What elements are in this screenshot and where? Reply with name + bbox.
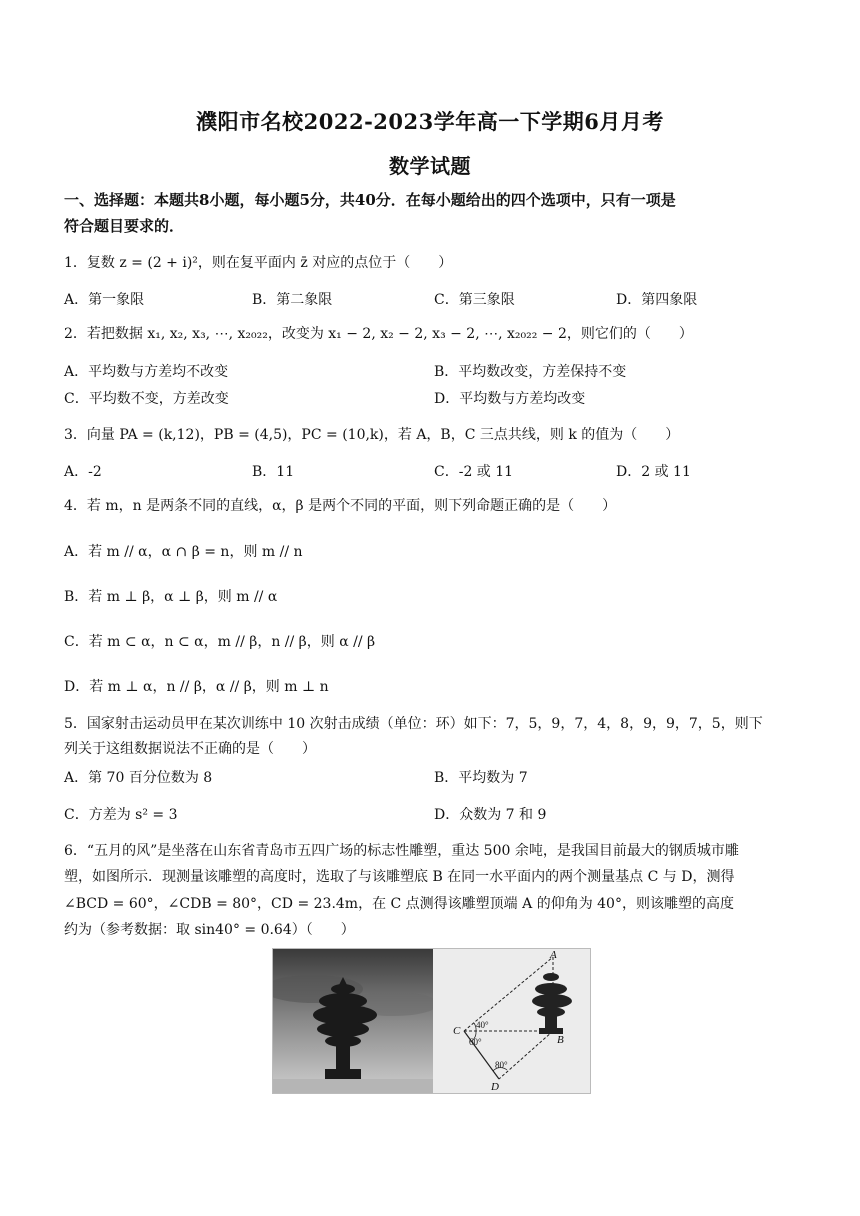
question-5-stem-line1: 5．国家射击运动员甲在某次训练中 10 次射击成绩（单位：环）如下：7，5，9，7，4，8，9，9，7，5，则下: [64, 716, 763, 732]
question-2-stem: 2．若把数据 x₁, x₂, x₃, ⋯, x₂₀₂₂，改变为 x₁ − 2, x₂ − 2, x₃ − 2, ⋯, x₂₀₂₂ − 2，则它们的（ ）: [64, 326, 693, 342]
sculpture-figure: [272, 948, 591, 1094]
question-2-option-d: D．平均数与方差均改变: [434, 391, 586, 407]
question-3-option-a: A．-2: [64, 464, 102, 480]
question-3-option-d: D．2 或 11: [616, 464, 691, 480]
label-c: C: [453, 1025, 461, 1037]
page-title: 濮阳市名校2022-2023学年高一下学期6月月考: [196, 109, 664, 134]
question-6-line1: 6．“五月的风”是坐落在山东省青岛市五四广场的标志性雕塑，重达 500 余吨，是我国目前最大的钢质城市雕: [64, 843, 739, 859]
triangulation-diagram: [433, 949, 590, 1093]
question-1-stem: 1．复数 z = (2 + i)²，则在复平面内 z̄ 对应的点位于（ ）: [64, 255, 453, 271]
label-b: B: [557, 1034, 564, 1046]
question-1-option-d: D．第四象限: [616, 292, 698, 308]
question-5-stem-line2: 列关于这组数据说法不正确的是（ ）: [64, 741, 316, 757]
question-6-line3: ∠BCD = 60°，∠CDB = 80°，CD = 23.4m，在 C 点测得该雕塑顶端 A 的仰角为 40°，则该雕塑的高度: [64, 896, 734, 912]
label-a: A: [550, 949, 557, 961]
label-d: D: [491, 1081, 499, 1093]
section-header-line1: 一、选择题：本题共8小题，每小题5分，共40分．在每小题给出的四个选项中，只有一项是: [64, 191, 676, 209]
question-4-option-c: C．若 m ⊂ α，n ⊂ α，m // β，n // β，则 α // β: [64, 634, 376, 650]
angle-bcd-label: 60°: [469, 1037, 482, 1047]
question-1-option-a: A．第一象限: [64, 292, 145, 308]
question-1-option-b: B．第二象限: [252, 292, 333, 308]
question-2-option-a: A．平均数与方差均不改变: [64, 364, 229, 380]
question-3-stem: 3．向量 PA = (k,12)，PB = (4,5)，PC = (10,k)，若 A，B，C 三点共线，则 k 的值为（ ）: [64, 427, 680, 443]
sculpture-photo: [273, 949, 433, 1093]
page-subtitle: 数学试题: [389, 154, 471, 178]
question-4-stem: 4．若 m，n 是两条不同的直线，α，β 是两个不同的平面，则下列命题正确的是（ ）: [64, 498, 617, 514]
question-5-option-a: A．第 70 百分位数为 8: [64, 770, 213, 786]
question-2-option-c: C．平均数不变，方差改变: [64, 391, 229, 407]
question-1-option-c: C．第三象限: [434, 292, 515, 308]
question-4-option-d: D．若 m ⊥ α，n // β，α // β，则 m ⊥ n: [64, 679, 329, 695]
question-5-option-d: D．众数为 7 和 9: [434, 807, 547, 823]
question-6-line2: 塑，如图所示．现测量该雕塑的高度时，选取了与该雕塑底 B 在同一水平面内的两个测量基点 C 与 D，测得: [64, 869, 735, 885]
section-header-line2: 符合题目要求的．: [64, 217, 185, 235]
question-4-option-a: A．若 m // α，α ∩ β = n，则 m // n: [64, 544, 303, 560]
angle-cdb-label: 80°: [495, 1060, 508, 1070]
question-4-option-b: B．若 m ⊥ β，α ⊥ β，则 m // α: [64, 589, 278, 605]
question-3-option-b: B．11: [252, 464, 295, 480]
angle-elevation-label: 40°: [476, 1020, 489, 1030]
question-5-option-c: C．方差为 s² = 3: [64, 807, 178, 823]
question-5-option-b: B．平均数为 7: [434, 770, 528, 786]
question-6-line4: 约为（参考数据：取 sin40° = 0.64）（ ）: [64, 922, 355, 938]
question-2-option-b: B．平均数改变，方差保持不变: [434, 364, 627, 380]
question-3-option-c: C．-2 或 11: [434, 464, 514, 480]
